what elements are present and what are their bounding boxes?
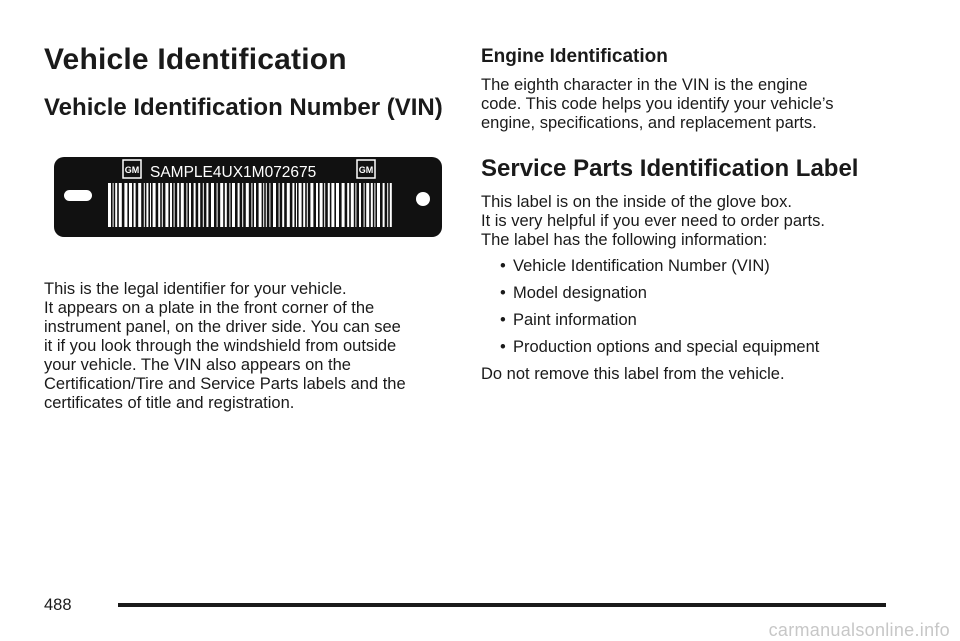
barcode-stripe (254, 183, 256, 227)
left-column (44, 40, 444, 413)
page-title: Vehicle Identification (44, 43, 347, 76)
gm-logo-right-text: GM (358, 165, 374, 175)
barcode-stripe (282, 183, 284, 227)
barcode-stripe (347, 183, 349, 227)
list-item-text: Production options and special equipment (513, 338, 820, 356)
list-item (500, 311, 921, 330)
vin-line: your vehicle. The VIN also appears on the (44, 356, 351, 374)
vin-plate (54, 157, 442, 237)
barcode-stripe (238, 183, 240, 227)
barcode-stripe (307, 183, 308, 227)
plate-rivet-right (416, 192, 430, 206)
barcode-stripe (150, 183, 151, 227)
plate-slot-left (64, 190, 92, 201)
barcode-stripe (181, 183, 184, 227)
barcode-stripe (342, 183, 345, 227)
right-column (481, 44, 921, 384)
barcode-stripe (198, 183, 200, 227)
barcode-stripe (134, 183, 136, 227)
barcode-stripe (331, 183, 334, 227)
service-parts-description (481, 193, 921, 250)
barcode-stripe (138, 183, 141, 227)
barcode-stripe (359, 183, 361, 227)
barcode-stripe (144, 183, 145, 227)
bullet-icon: • (500, 284, 506, 302)
barcode-stripe (251, 183, 252, 227)
bullet-icon: • (500, 257, 506, 275)
barcode-stripe (206, 183, 208, 227)
service-parts-heading: Service Parts Identification Label (481, 155, 859, 182)
list-item (500, 284, 921, 303)
vin-line: It appears on a plate in the front corner of the (44, 299, 375, 317)
barcode-stripe (115, 183, 117, 227)
list-item-text: Vehicle Identification Number (VIN) (513, 257, 770, 275)
list-item (500, 338, 921, 357)
barcode-stripe (371, 183, 373, 227)
barcode-stripe (269, 183, 270, 227)
barcode-stripe (174, 183, 175, 227)
barcode-stripe (303, 183, 305, 227)
engine-heading: Engine Identification (481, 46, 668, 67)
barcode-stripe (310, 183, 313, 227)
barcode-stripe (383, 183, 385, 227)
barcode-stripe (259, 183, 262, 227)
list-item-text: Model designation (513, 284, 647, 302)
vin-line: instrument panel, on the driver side. You can see (44, 318, 401, 336)
barcode-stripe (242, 183, 243, 227)
barcode-stripe (153, 183, 156, 227)
engine-line: code. This code helps you identify your vehicle’s (481, 95, 834, 113)
list-item (500, 257, 921, 276)
barcode-stripe (232, 183, 235, 227)
barcode-stripe (246, 183, 249, 227)
barcode-stripe (263, 183, 264, 227)
barcode-stripe (186, 183, 187, 227)
vin-description (44, 280, 444, 413)
vin-line: certificates of title and registration. (44, 394, 295, 412)
barcode-stripe (113, 183, 114, 227)
barcode-stripe (217, 183, 218, 227)
barcode-stripe (390, 183, 392, 227)
engine-description (481, 76, 921, 133)
barcode-stripe (225, 183, 227, 227)
barcode-stripe (158, 183, 160, 227)
barcode-stripe (316, 183, 318, 227)
vin-plate-text: SAMPLE4UX1M072675 (150, 164, 317, 181)
barcode-stripe (119, 183, 122, 227)
barcode-stripe (211, 183, 214, 227)
footer-divider (118, 603, 886, 607)
barcode-stripe (203, 183, 204, 227)
barcode-stripe (296, 183, 297, 227)
barcode-stripe (165, 183, 168, 227)
barcode-stripe (124, 183, 127, 227)
engine-line: engine, specifications, and replacement parts. (481, 114, 817, 132)
barcode-stripe (146, 183, 148, 227)
barcode-stripe (387, 183, 388, 227)
bullet-icon: • (500, 311, 506, 329)
barcode-stripe (189, 183, 191, 227)
watermark: carmanualsonline.info (768, 620, 950, 640)
list-item-text: Paint information (513, 311, 637, 329)
barcode-stripe (220, 183, 223, 227)
barcode-stripe (292, 183, 294, 227)
barcode-stripe (194, 183, 196, 227)
barcode-stripe (324, 183, 325, 227)
barcode-stripe (374, 183, 375, 227)
vin-plate-figure (54, 157, 442, 237)
label-info-list (500, 257, 921, 357)
barcode-stripe (129, 183, 132, 227)
vin-line: it if you look through the windshield from outside (44, 337, 397, 355)
service-line: The label has the following information: (481, 231, 768, 249)
vin-line: This is the legal identifier for your vehicle. (44, 280, 347, 298)
barcode-stripe (279, 183, 280, 227)
barcode-stripe (328, 183, 330, 227)
barcode-stripe (377, 183, 380, 227)
barcode-stripe (170, 183, 172, 227)
barcode-stripe (299, 183, 302, 227)
barcode-stripe (366, 183, 369, 227)
barcode-stripe (229, 183, 230, 227)
vin-heading: Vehicle Identification Number (VIN) (44, 94, 443, 121)
barcode-stripe (287, 183, 290, 227)
barcode-stripe (266, 183, 267, 227)
service-line: This label is on the inside of the glove box. (481, 193, 792, 211)
barcode-stripe (351, 183, 354, 227)
engine-line: The eighth character in the VIN is the engine (481, 76, 808, 94)
barcode-stripe (364, 183, 365, 227)
service-line: It is very helpful if you ever need to order parts. (481, 212, 825, 230)
barcode-stripe (177, 183, 179, 227)
barcode-stripe (273, 183, 276, 227)
page-number: 488 (44, 596, 72, 614)
barcode-stripe (336, 183, 339, 227)
bullet-icon: • (500, 338, 506, 356)
barcode-stripe (320, 183, 323, 227)
barcode-stripe (355, 183, 356, 227)
gm-logo-left-text: GM (124, 165, 140, 175)
barcode-stripe (162, 183, 163, 227)
vin-line: Certification/Tire and Service Parts labels and the (44, 375, 406, 393)
warning-text: Do not remove this label from the vehicle. (481, 365, 785, 383)
barcode-stripe (108, 183, 111, 227)
